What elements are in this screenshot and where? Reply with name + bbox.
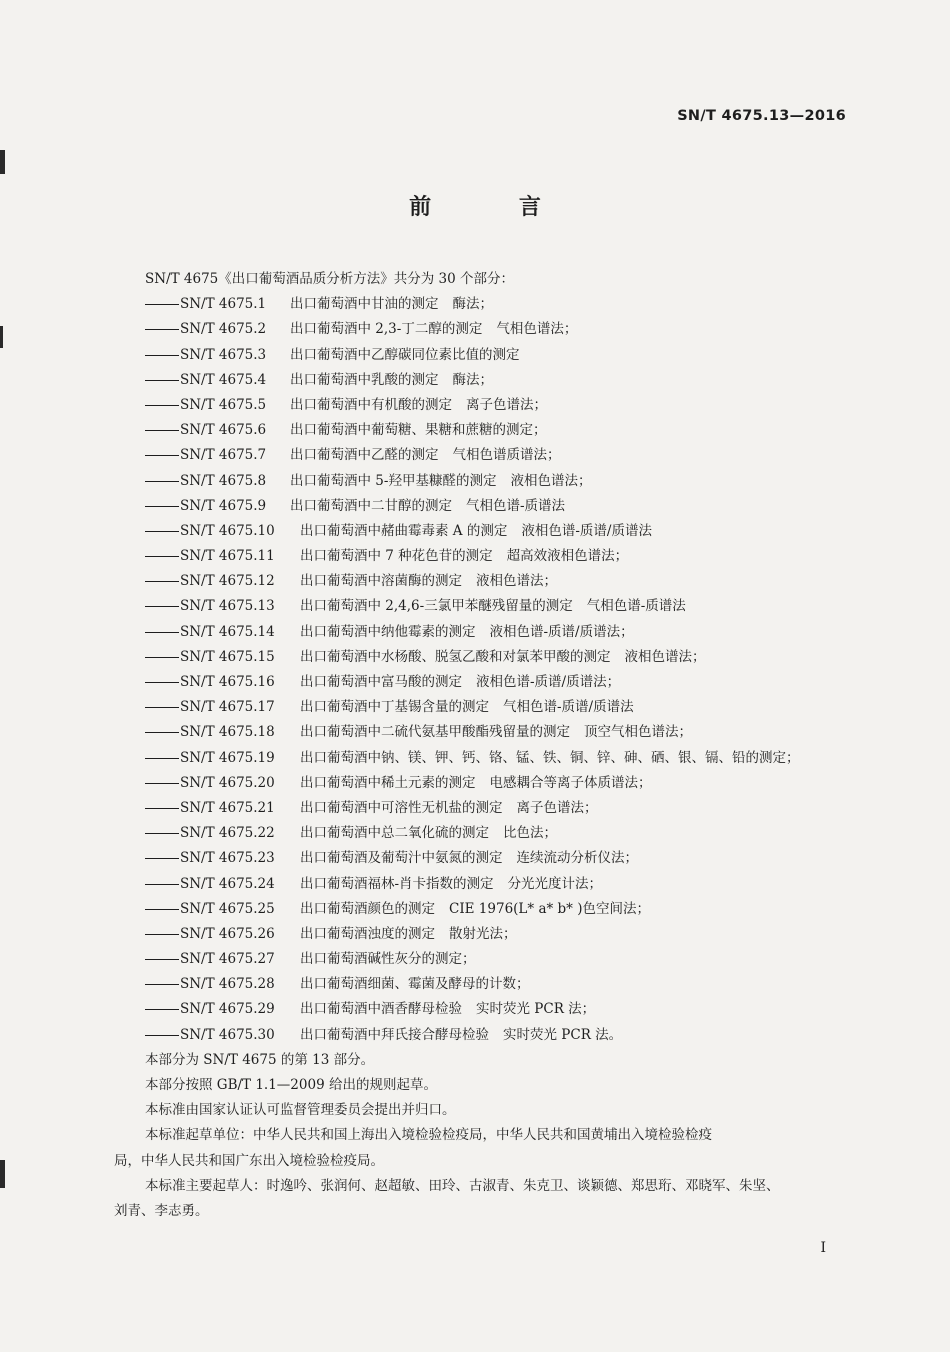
page-number: I: [820, 1240, 826, 1256]
part-name: 出口葡萄酒中拜氏接合酵母检验: [300, 1026, 489, 1043]
em-dash-marker: [145, 657, 179, 658]
part-code: SN/T 4675.20: [180, 774, 275, 791]
part-name: 出口葡萄酒中葡萄糖、果糖和蔗糖的测定；: [290, 422, 547, 439]
em-dash-marker: [145, 934, 179, 935]
em-dash-marker: [145, 606, 179, 607]
list-item: [0, 997, 950, 1022]
part-method: 比色法；: [503, 825, 557, 842]
part-code: SN/T 4675.1: [180, 296, 267, 313]
em-dash-marker: [145, 984, 179, 985]
part-method: 气相色谱-质谱/质谱法: [503, 699, 634, 716]
list-item: [0, 720, 950, 745]
part-name: 出口葡萄酒中溶菌酶的测定: [300, 573, 462, 590]
part-method: 液相色谱法；: [510, 472, 592, 489]
part-code: SN/T 4675.26: [180, 925, 275, 942]
part-code: SN/T 4675.7: [180, 447, 267, 464]
em-dash-marker: [145, 884, 179, 885]
part-code: SN/T 4675.23: [180, 850, 275, 867]
part-name: 出口葡萄酒中水杨酸、脱氢乙酸和对氯苯甲酸的测定: [300, 648, 611, 665]
part-method: 液相色谱-质谱/质谱法；: [476, 674, 621, 690]
part-note-paragraph: 本部分为 SN/T 4675 的第 13 部分。: [145, 1051, 375, 1068]
em-dash-marker: [145, 481, 179, 482]
part-title: [300, 796, 598, 821]
em-dash-marker: [145, 506, 179, 507]
drafting-units-line-1: 本标准起草单位：中华人民共和国上海出入境检验检疫局，中华人民共和国黄埔出入境检验检疫: [145, 1127, 712, 1144]
part-code: SN/T 4675.17: [180, 699, 275, 716]
intro-paragraph: SN/T 4675《出口葡萄酒品质分析方法》共分为 30 个部分：: [145, 271, 515, 287]
part-name: 出口葡萄酒中 5-羟甲基糠醛的测定: [290, 472, 497, 489]
em-dash-marker: [145, 430, 179, 431]
list-item: [0, 670, 950, 695]
part-method: 液相色谱法；: [624, 648, 706, 665]
standard-code: SN/T 4675.13—2016: [677, 108, 846, 124]
list-item: [0, 343, 950, 368]
part-method: 顶空气相色谱法；: [584, 724, 692, 741]
em-dash-marker: [145, 758, 179, 759]
em-dash-marker: [145, 556, 179, 557]
em-dash-marker: [145, 632, 179, 633]
part-title: [290, 393, 547, 418]
part-code: SN/T 4675.21: [180, 799, 275, 816]
scan-edge-mark-top: [0, 150, 5, 174]
part-method: 散射光法；: [449, 925, 517, 942]
list-item: [0, 443, 950, 468]
part-method: 实时荧光 PCR 法。: [503, 1026, 623, 1043]
part-code: SN/T 4675.30: [180, 1026, 275, 1043]
em-dash-marker: [145, 732, 179, 733]
list-item: [0, 821, 950, 846]
part-code: SN/T 4675.6: [180, 422, 267, 439]
part-code: SN/T 4675.4: [180, 371, 267, 388]
part-title: [300, 594, 686, 619]
part-title: [300, 645, 706, 670]
part-method: 超高效液相色谱法；: [506, 548, 629, 565]
part-name: 出口葡萄酒中酒香酵母检验: [300, 1001, 462, 1018]
list-item: [0, 947, 950, 972]
part-code: SN/T 4675.2: [180, 321, 267, 338]
list-item: [0, 645, 950, 670]
em-dash-marker: [145, 707, 179, 708]
em-dash-marker: [145, 682, 179, 683]
part-name: 出口葡萄酒中钠、镁、钾、钙、铬、锰、铁、铜、锌、砷、硒、银、镉、铅的测定；: [300, 749, 800, 766]
proposer-paragraph: 本标准由国家认证认可监督管理委员会提出并归口。: [145, 1102, 456, 1119]
part-title: [300, 695, 634, 720]
part-method: 液相色谱法；: [476, 573, 557, 590]
part-title: [300, 519, 652, 544]
em-dash-marker: [145, 1035, 179, 1036]
page-title: 前 言: [409, 195, 581, 220]
part-method: CIE 1976(L* a* b* )色空间法；: [449, 900, 650, 917]
em-dash-marker: [145, 355, 179, 356]
part-title: [300, 720, 692, 745]
part-method: 液相色谱-质谱/质谱法: [521, 522, 652, 539]
part-method: 液相色谱-质谱/质谱法；: [489, 623, 634, 640]
part-name: 出口葡萄酒碱性灰分的测定；: [300, 951, 476, 968]
part-code: SN/T 4675.14: [180, 623, 275, 640]
part-name: 出口葡萄酒中可溶性无机盐的测定: [300, 799, 503, 816]
part-name: 出口葡萄酒中赭曲霉毒素 A 的测定: [300, 522, 508, 539]
part-name: 出口葡萄酒中 7 种花色苷的测定: [300, 548, 493, 565]
part-name: 出口葡萄酒中 2,3-丁二醇的测定: [290, 321, 483, 338]
em-dash-marker: [145, 581, 179, 582]
part-name: 出口葡萄酒中有机酸的测定: [290, 396, 452, 413]
list-item: [0, 569, 950, 594]
list-item: [0, 620, 950, 645]
part-name: 出口葡萄酒中乳酸的测定: [290, 371, 439, 388]
list-item: [0, 544, 950, 569]
part-code: SN/T 4675.24: [180, 875, 275, 892]
part-title: [300, 972, 530, 997]
list-item: [0, 393, 950, 418]
list-item: [0, 368, 950, 393]
em-dash-marker: [145, 1009, 179, 1010]
part-title: [300, 670, 620, 695]
list-item: [0, 1023, 950, 1048]
part-method: 酶法；: [452, 371, 493, 388]
list-item: [0, 594, 950, 619]
part-code: SN/T 4675.16: [180, 674, 275, 690]
drafting-rule-paragraph: 本部分按照 GB/T 1.1—2009 给出的规则起草。: [145, 1077, 437, 1093]
part-title: [300, 846, 638, 871]
part-name: 出口葡萄酒福林-肖卡指数的测定: [300, 875, 494, 892]
part-code: SN/T 4675.3: [180, 346, 267, 363]
part-name: 出口葡萄酒颜色的测定: [300, 900, 435, 917]
list-item: [0, 317, 950, 342]
part-code: SN/T 4675.12: [180, 573, 275, 590]
parts-list: [0, 292, 950, 1048]
em-dash-marker: [145, 455, 179, 456]
em-dash-marker: [145, 783, 179, 784]
part-method: 连续流动分析仪法；: [516, 850, 638, 867]
part-title: [300, 821, 557, 846]
part-title: [300, 997, 595, 1022]
list-item: [0, 695, 950, 720]
part-code: SN/T 4675.27: [180, 951, 275, 968]
part-code: SN/T 4675.29: [180, 1001, 275, 1018]
list-item: [0, 796, 950, 821]
part-name: 出口葡萄酒中富马酸的测定: [300, 674, 462, 690]
part-method: 电感耦合等离子体质谱法；: [489, 774, 652, 791]
part-title: [290, 418, 547, 443]
part-name: 出口葡萄酒中甘油的测定: [290, 296, 439, 313]
part-code: SN/T 4675.5: [180, 396, 267, 413]
list-item: [0, 922, 950, 947]
list-item: [0, 494, 950, 519]
part-name: 出口葡萄酒中乙醇碳同位素比值的测定: [290, 346, 520, 363]
part-name: 出口葡萄酒中稀土元素的测定: [300, 774, 476, 791]
part-name: 出口葡萄酒及葡萄汁中氨氮的测定: [300, 850, 503, 867]
part-method: 离子色谱法；: [466, 396, 547, 413]
part-title: [300, 922, 517, 947]
list-item: [0, 872, 950, 897]
part-title: [300, 569, 557, 594]
part-name: 出口葡萄酒中乙醛的测定: [290, 447, 439, 464]
part-title: [300, 1023, 622, 1048]
part-name: 出口葡萄酒中二甘醇的测定: [290, 497, 452, 514]
part-code: SN/T 4675.8: [180, 472, 267, 489]
list-item: [0, 771, 950, 796]
part-method: 分光光度计法；: [507, 875, 603, 892]
part-name: 出口葡萄酒中 2,4,6-三氯甲苯醚残留量的测定: [300, 598, 573, 615]
part-title: [290, 343, 520, 368]
part-title: [300, 620, 634, 645]
list-item: [0, 519, 950, 544]
list-item: [0, 972, 950, 997]
part-name: 出口葡萄酒中纳他霉素的测定: [300, 623, 476, 640]
document-body: [0, 267, 950, 1224]
list-item: [0, 897, 950, 922]
part-method: 气相色谱法；: [496, 321, 578, 338]
part-title: [300, 544, 628, 569]
part-code: SN/T 4675.10: [180, 522, 275, 539]
part-title: [300, 897, 650, 922]
part-title: [300, 872, 602, 897]
part-code: SN/T 4675.11: [180, 548, 275, 565]
part-title: [290, 317, 577, 342]
part-code: SN/T 4675.15: [180, 648, 275, 665]
part-code: SN/T 4675.9: [180, 497, 267, 514]
part-title: [290, 469, 591, 494]
part-title: [290, 443, 561, 468]
part-method: 离子色谱法；: [516, 799, 598, 816]
em-dash-marker: [145, 808, 179, 809]
part-code: SN/T 4675.22: [180, 825, 275, 842]
part-method: 实时荧光 PCR 法；: [476, 1001, 596, 1018]
part-title: [300, 746, 800, 771]
drafting-units-line-2: 局，中华人民共和国广东出入境检验检疫局。: [114, 1152, 384, 1169]
list-item: [0, 469, 950, 494]
list-item: [0, 418, 950, 443]
drafters-line-1: 本标准主要起草人：时逸吟、张润何、赵超敏、田玲、古淑青、朱克卫、谈颖德、郑思珩、邓晓军、朱坚、: [145, 1177, 780, 1194]
em-dash-marker: [145, 329, 179, 330]
part-code: SN/T 4675.25: [180, 900, 275, 917]
part-title: [300, 947, 476, 972]
part-name: 出口葡萄酒中二硫代氨基甲酸酯残留量的测定: [300, 724, 570, 741]
part-title: [290, 494, 565, 519]
part-name: 出口葡萄酒细菌、霉菌及酵母的计数；: [300, 976, 530, 993]
part-name: 出口葡萄酒中丁基锡含量的测定: [300, 699, 489, 716]
part-method: 酶法；: [452, 296, 493, 313]
list-item: [0, 746, 950, 771]
list-item: [0, 846, 950, 871]
em-dash-marker: [145, 380, 179, 381]
em-dash-marker: [145, 959, 179, 960]
part-method: 气相色谱-质谱法: [466, 497, 566, 514]
part-code: SN/T 4675.19: [180, 749, 275, 766]
part-method: 气相色谱质谱法；: [452, 447, 561, 464]
em-dash-marker: [145, 833, 179, 834]
part-name: 出口葡萄酒浊度的测定: [300, 925, 435, 942]
part-method: 气相色谱-质谱法: [586, 598, 686, 615]
part-title: [290, 368, 493, 393]
part-title: [300, 771, 652, 796]
em-dash-marker: [145, 405, 179, 406]
list-item: [0, 292, 950, 317]
em-dash-marker: [145, 858, 179, 859]
em-dash-marker: [145, 909, 179, 910]
em-dash-marker: [145, 304, 179, 305]
em-dash-marker: [145, 531, 179, 532]
part-code: SN/T 4675.18: [180, 724, 275, 741]
part-code: SN/T 4675.13: [180, 598, 275, 615]
drafters-line-2: 刘青、李志勇。: [114, 1202, 209, 1219]
part-code: SN/T 4675.28: [180, 976, 275, 993]
part-title: [290, 292, 493, 317]
part-name: 出口葡萄酒中总二氧化硫的测定: [300, 825, 489, 842]
